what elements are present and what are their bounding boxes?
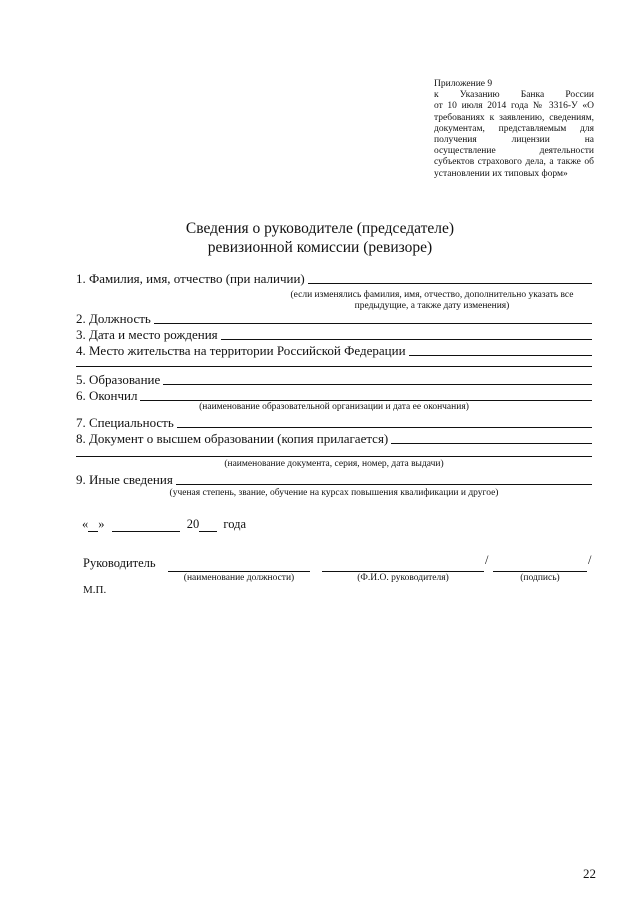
diploma-input-line[interactable] (391, 443, 592, 444)
date-line (82, 517, 246, 532)
day-input-line[interactable] (88, 519, 98, 532)
field-position-label: 2. Должность (76, 311, 151, 326)
field-diploma (76, 430, 592, 446)
field-specialty (76, 414, 592, 430)
signature-position-hint: (наименование должности) (183, 573, 295, 583)
graduated-hint: (наименование образовательной организации и дата ее окончания) (199, 402, 469, 412)
field-full-name (76, 270, 592, 286)
diploma-hint: (наименование документа, серия, номер, дата выдачи) (224, 459, 444, 469)
residence-input-line[interactable] (409, 355, 592, 356)
date-close-quote: » (98, 517, 105, 531)
year-prefix: 20 (186, 517, 200, 531)
signature-sign-hint: (подпись) (520, 573, 560, 583)
signature-slash-1: / (485, 553, 489, 567)
signature-name-line[interactable] (322, 571, 484, 572)
full-name-hint (264, 290, 600, 312)
year-input-line[interactable] (199, 519, 217, 532)
field-other (76, 471, 592, 487)
field-full-name-label: 1. Фамилия, имя, отчество (при наличии) (76, 271, 305, 286)
appendix-line: к Указанию Банка России (434, 90, 594, 101)
field-diploma-label: 8. Документ о высшем образовании (копия прилагается) (76, 431, 389, 446)
appendix-line: требованиях к заявлению, сведениям, (434, 112, 594, 123)
other-hint: (ученая степень, звание, обучение на курсах повышения квалификации и другое) (169, 488, 499, 498)
appendix-line: Приложение 9 (434, 79, 493, 89)
full-name-input-line[interactable] (308, 283, 592, 284)
appendix-line: осуществление деятельности (434, 146, 594, 157)
signature-sign-line[interactable] (493, 571, 587, 572)
title-line-2: ревизионной комиссии (ревизоре) (207, 239, 433, 256)
appendix-line: от 10 июля 2014 года № 3316-У «О (434, 101, 594, 112)
appendix-line: установлении их типовых форм» (434, 168, 568, 179)
field-position (76, 310, 592, 326)
title-line-1: Сведения о руководителе (председателе) (185, 220, 455, 237)
date-open-quote: « (82, 517, 89, 531)
appendix-line: субъектов страхового дела, а также об (434, 157, 594, 168)
other-input-line[interactable] (176, 484, 592, 485)
stamp-place: М.П. (83, 584, 107, 596)
diploma-extra-line[interactable] (76, 456, 592, 457)
field-specialty-label: 7. Специальность (76, 415, 174, 430)
field-residence-label: 4. Место жительства на территории Российской Федерации (76, 343, 406, 358)
full-name-hint-line-1: (если изменялись фамилия, имя, отчество, дополнительно указать все (290, 290, 574, 300)
signature-position-line[interactable] (168, 571, 310, 572)
field-other-label: 9. Иные сведения (76, 472, 173, 487)
field-residence (76, 342, 592, 358)
full-name-hint-line-2: предыдущие, а также дату изменения) (354, 301, 510, 311)
signature-label: Руководитель (83, 556, 156, 570)
date-suffix: года (223, 517, 246, 531)
field-birth (76, 326, 592, 342)
document-title (0, 219, 640, 257)
specialty-input-line[interactable] (177, 427, 592, 428)
signature-slash-2: / (588, 553, 592, 567)
residence-extra-line[interactable] (76, 366, 592, 367)
appendix-header (434, 79, 594, 180)
field-education (76, 371, 592, 387)
appendix-line: документам, представляемым для (434, 123, 594, 134)
appendix-line: получения лицензии на (434, 135, 594, 146)
graduated-input-line[interactable] (140, 400, 592, 401)
birth-input-line[interactable] (221, 339, 592, 340)
education-input-line[interactable] (163, 384, 592, 385)
field-graduated-label: 6. Окончил (76, 388, 138, 403)
field-graduated (76, 387, 592, 403)
field-education-label: 5. Образование (76, 372, 161, 387)
field-birth-label: 3. Дата и место рождения (76, 327, 218, 342)
position-input-line[interactable] (154, 323, 592, 324)
month-input-line[interactable] (112, 519, 180, 532)
signature-name-hint: (Ф.И.О. руководителя) (357, 573, 449, 583)
page-number: 22 (583, 866, 596, 881)
